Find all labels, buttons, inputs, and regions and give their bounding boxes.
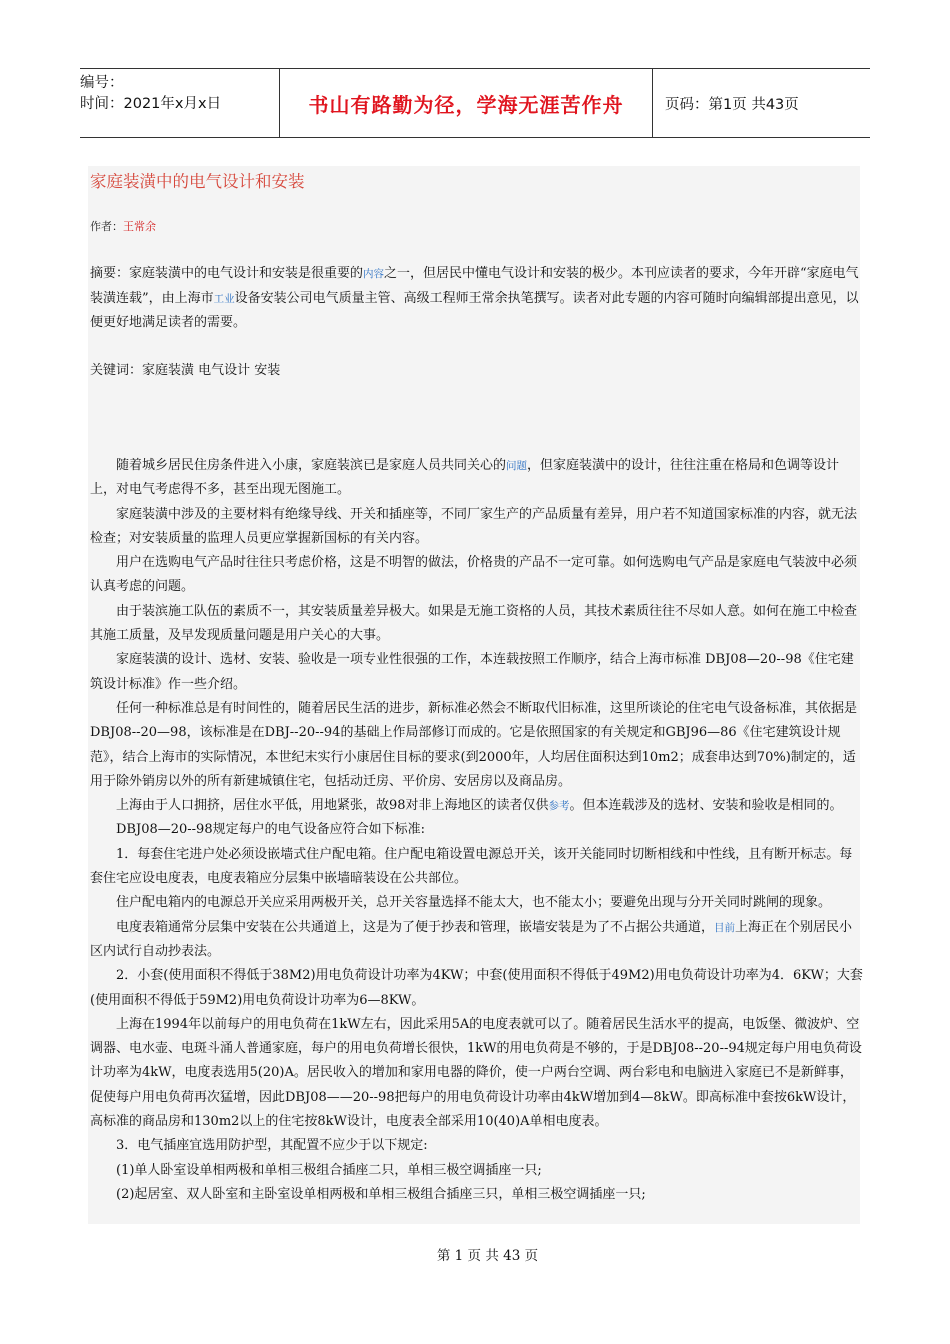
document-header xyxy=(80,68,870,138)
article-title: 家庭装潢中的电气设计和安装 xyxy=(90,172,305,191)
paragraph: 用户在选购电气产品时往往只考虑价格，这是不明智的做法，价格贵的产品不一定可靠。如何选购电气产品是家庭电气装波中必须认真考虑的问题。 xyxy=(90,555,858,595)
paragraph: 电度表箱通常分层集中安装在公共通道上，这是为了便于抄表和管理，嵌墙安装是为了不占据公共通道，目前上海正在个别居民小区内试行自动抄表法。 xyxy=(90,919,853,959)
link-reference[interactable]: 参考 xyxy=(548,800,570,813)
paragraph: 2．小套(使用面积不得低于38M2)用电负荷设计功率为4KW；中套(使用面积不得低于49M2)用电负荷设计功率为4．6KW；大套(使用面积不得低于59M2)用电负荷设计功率为6—8KW。 xyxy=(90,968,863,1008)
author-label: 作者： xyxy=(90,220,123,233)
article-keywords: 关键词：家庭装潢 电气设计 安装 xyxy=(90,363,281,378)
abstract-text-c: 设备安装公司电气质量主管、高级工程师王常余执笔撰写。读者对此专题的内容可随时向编辑部提出意见，以便更好地满足读者的需要。 xyxy=(90,290,859,330)
abstract-link-industry[interactable]: 工业 xyxy=(213,292,235,305)
time-label: 时间：2021年x月x日 xyxy=(80,96,222,112)
paragraph: 3．电气插座宜选用防护型，其配置不应少于以下规定: xyxy=(116,1138,428,1154)
paragraph: DBJ08—20--98规定每户的电气设备应符合如下标准: xyxy=(116,822,425,838)
abstract-text-a: 摘要：家庭装潢中的电气设计和安装是很重要的 xyxy=(90,266,364,281)
abstract-link-content[interactable]: 内容 xyxy=(363,268,385,280)
page-footer: 第 1 页 共 43 页 xyxy=(436,1248,539,1264)
article-abstract xyxy=(90,262,860,335)
paragraph: (1)单人卧室设单相两极和单相三极组合插座二只，单相三极空调插座一只; xyxy=(116,1162,542,1178)
author-name[interactable]: 王常余 xyxy=(123,220,156,233)
header-meta xyxy=(80,69,280,137)
paragraph: 上海由于人口拥挤，居住水平低，用地紧张，故98对非上海地区的读者仅供参考。但本连载涉及的选材、安装和验收是相同的。 xyxy=(116,798,843,814)
paragraph: 住户配电箱内的电源总开关应采用两极开关，总开关容量选择不能太大，也不能太小；要避免出现与分开关同时跳闸的现象。 xyxy=(116,895,832,911)
paragraph: 上海在1994年以前每户的用电负荷在1kW左右，因此采用5A的电度表就可以了。随着居民生活水平的提高，电饭堡、微波炉、空调器、电水壶、电斑斗涌人普通家庭，每户的用电负荷增长很快，1kW的用电负荷是不够的，于是DBJ08--20--94规定每户用电负荷设计功率为4kW，电度表选用5(20)A。居民收入的增加和家用电器的降价，使一户两台空调、两台彩电和电脑进入家庭已不是新鲜事，促使每户用电负荷再次猛增，因此DBJ08——20--98把每户的用电负荷设计功率由4kW增加到4—8kW。即高标准中套按6kW设计，高标准的商品房和130m2以上的住宅按8kW设计，电度表全部采用10(40)A单相电度表。 xyxy=(90,1016,862,1130)
number-label: 编号： xyxy=(80,75,124,91)
link-current[interactable]: 目前 xyxy=(714,921,736,934)
header-page-info: 页码：第1页 共43页 xyxy=(665,96,799,113)
paragraph: 任何一种标准总是有时间性的，随着居民生活的进步，新标准必然会不断取代旧标准，这里所谈论的住宅电气设备标准，其依据是 DBJ08--20—98，该标准是在DBJ--20--94的基础上作局部修订而成的。它是依照国家的有关规定和GBJ96—86《住宅建筑设计规范》，结合上海市的实际情况，本世纪末实行小康居住目标的要求(到2000年，人均居住面积达到10m2；成套串达到70%)制定的，适用于除外销房以外的所有新建城镇住宅，包括动迁房、平价房、安居房以及商品房。 xyxy=(90,700,858,789)
paragraph: (2)起居室、双人卧室和主卧室设单相两极和单相三极组合插座三只，单相三极空调插座一只; xyxy=(116,1186,646,1202)
paragraph: 由于装滨施工队伍的素质不一，其安装质量差异极大。如果是无施工资格的人员，其技术素质往往不尽如人意。如何在施工中检查其施工质量，及早发现质量问题是用户关心的大事。 xyxy=(90,603,858,644)
paragraph: 1．每套住宅进户处必须设嵌墙式住户配电箱。住户配电箱设置电源总开关，该开关能同时切断相线和中性线，且有断开标志。每套住宅应设电度表，电度表箱应分层集中嵌墙暗装设在公共部位。 xyxy=(90,846,853,887)
paragraph: 家庭装潢的设计、选材、安装、验收是一项专业性很强的工作，本连载按照工作顺序，结合上海市标准 DBJ08—20--98《住宅建筑设计标准》作一些介绍。 xyxy=(90,652,854,692)
header-motto: 书山有路勤为径，学海无涯苦作舟 xyxy=(280,69,653,137)
article-body xyxy=(90,454,865,1207)
paragraph: 家庭装潢中涉及的主要材料有绝缘导线、开关和插座等，不同厂家生产的产品质量有差异，用户若不知道国家标准的内容，就无法检查；对安装质量的监理人员更应掌握新国标的有关内容。 xyxy=(90,506,858,546)
abstract-text-b: 之一，但居民中懂电气设计和安装的极少。本刊应读者的要求，今年开辟“家庭电气装潢连载”，由上海市 xyxy=(90,266,859,306)
paragraph: 随着城乡居民住房条件进入小康，家庭装滨已是家庭人员共同关心的问题，但家庭装潢中的设计，往往注重在格局和色调等设计上，对电气考虑得不多，甚至出现无图施工。 xyxy=(90,458,840,498)
link-question[interactable]: 问题 xyxy=(506,460,528,472)
article-author xyxy=(90,218,156,234)
